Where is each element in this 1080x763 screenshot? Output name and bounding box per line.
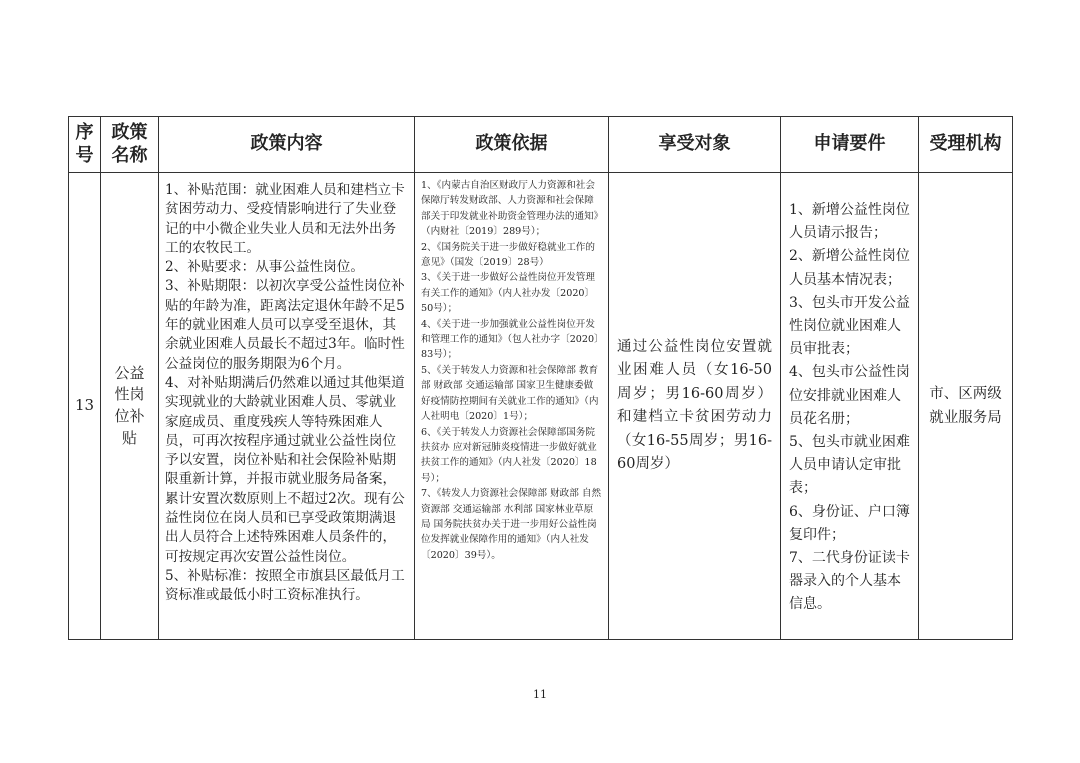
requirement-item-4: 4、包头市公益性岗位安排就业困难人员花名册； bbox=[789, 364, 910, 427]
content-item-5: 5、补贴标准：按照全市旗县区最低月工资标准或最低小时工资标准执行。 bbox=[165, 567, 405, 604]
content-item-1: 1、补贴范围：就业困难人员和建档立卡贫困劳动力、受疫情影响进行了失业登记的中小微企业失业人员和无法外出务工的农牧民工。 bbox=[165, 182, 405, 256]
requirement-item-3: 3、包头市开发公益性岗位就业困难人员审批表； bbox=[789, 294, 910, 358]
header-policy-basis: 政策依据 bbox=[415, 117, 609, 173]
basis-item-2: 2、《国务院关于进一步做好稳就业工作的意见》（国发〔2019〕28号） bbox=[421, 241, 595, 269]
requirement-item-7: 7、二代身份证读卡器录入的个人基本信息。 bbox=[789, 550, 910, 613]
requirement-item-6: 6、身份证、户口簿复印件； bbox=[789, 503, 910, 543]
header-index: 序号 bbox=[69, 117, 101, 173]
requirement-item-2: 2、新增公益性岗位人员基本情况表； bbox=[789, 248, 910, 288]
basis-item-5: 5、《关于转发人力资源和社会保障部 教育部 财政部 交通运输部 国家卫生健康委做好疫情防控期间有关就业工作的通知》（内人社明电〔2020〕1号）； bbox=[421, 364, 599, 423]
header-policy-name: 政策名称 bbox=[101, 117, 159, 173]
basis-item-6: 6、《关于转发人力资源社会保障部国务院扶贫办 应对新冠肺炎疫情进一步做好就业扶贫工作的通知》（内人社发〔2020〕18号）； bbox=[421, 426, 597, 484]
row-index: 13 bbox=[69, 173, 101, 640]
policy-table bbox=[68, 116, 1013, 640]
row-application-requirements bbox=[781, 173, 919, 640]
row-policy-basis bbox=[415, 173, 609, 640]
basis-item-3: 3、《关于进一步做好公益性岗位开发管理有关工作的通知》（内人社办发〔2020〕50号）； bbox=[421, 272, 595, 315]
policy-name-text: 公益性岗位补贴 bbox=[114, 363, 145, 447]
content-item-4: 4、对补贴期满后仍然难以通过其他渠道实现就业的大龄就业困难人员、零就业家庭成员、重度残疾人等特殊困难人员，可再次按程序通过就业公益性岗位予以安置，岗位补贴和社会保险补贴期限重新计算，并报市就业服务局备案，累计安置次数原则上不超过2次。现有公益性岗位在岗人员和已享受政策期满退出人员符合上述特殊困难人员条件的，可按规定再次安置公益性岗位。 bbox=[165, 374, 405, 565]
row-beneficiaries: 通过公益性岗位安置就业困难人员（女16-50周岁；男16-60周岁）和建档立卡贫困劳动力（女16-55周岁；男16-60周岁） bbox=[609, 173, 781, 640]
header-application-requirements: 申请要件 bbox=[781, 117, 919, 173]
basis-item-4: 4、《关于进一步加强就业公益性岗位开发和管理工作的通知》（包人社办字〔2020〕83号）； bbox=[421, 318, 599, 361]
row-handling-agency: 市、区两级就业服务局 bbox=[919, 173, 1013, 640]
header-handling-agency: 受理机构 bbox=[919, 117, 1013, 173]
page-number: 11 bbox=[533, 688, 547, 701]
basis-item-1: 1、《内蒙古自治区财政厅人力资源和社会保障厅转发财政部、人力资源和社会保障部关于印发就业补助资金管理办法的通知》（内财社〔2019〕289号）； bbox=[421, 180, 599, 238]
row-policy-content bbox=[159, 173, 415, 640]
table-row bbox=[69, 173, 1013, 640]
header-policy-content: 政策内容 bbox=[159, 117, 415, 173]
requirement-item-5: 5、包头市就业困难人员申请认定审批表； bbox=[789, 434, 910, 497]
row-policy-name bbox=[101, 173, 159, 640]
header-beneficiaries: 享受对象 bbox=[609, 117, 781, 173]
content-item-2: 2、补贴要求：从事公益性岗位。 bbox=[165, 259, 364, 276]
basis-item-7: 7、《转发人力资源社会保障部 财政部 自然资源部 交通运输部 水利部 国家林业草原局 国务院扶贫办关于进一步用好公益性岗位发挥就业保障作用的通知》（内人社发〔2020〕39号）。 bbox=[421, 488, 602, 561]
content-item-3: 3、补贴期限：以初次享受公益性岗位补贴的年龄为准，距离法定退休年龄不足5年的就业困难人员可以享受至退休，其余就业困难人员最长不超过3年。临时性公益岗位的服务期限为6个月。 bbox=[165, 278, 405, 372]
table-header-row bbox=[69, 117, 1013, 173]
requirement-item-1: 1、新增公益性岗位人员请示报告； bbox=[789, 202, 910, 242]
